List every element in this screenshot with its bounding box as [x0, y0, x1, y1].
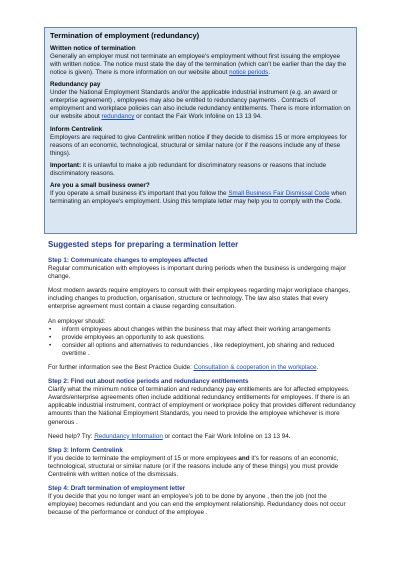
written-notice-text: Generally an employer must not terminate an employee's employment without first issuing the employee with written notice. The notice must state the day of the termination (which can't be earlier than the day the notice is given). There is more information on our website about notice periods. [50, 52, 347, 76]
step2-heading: Step 2: Find out about notice periods and redundancy entitlements [48, 378, 249, 386]
written-notice-section [50, 45, 351, 77]
important-text: it is unlawful to make a job redundant for discriminatory reasons or reasons that include discriminatory reasons. [50, 161, 327, 177]
info-box [44, 27, 357, 234]
redundancy-pay-text: Under the National Employment Standards and/or the applicable industrial instrument (e.g. an award or enterprise agreement) , employees may also be entitled to redundancy payments . Contracts of employment and workplace policies can also include redundancy entitlements. There is more information on our website about redundancy or contact the Fair Work Infoline on 13 13 94. [50, 89, 351, 121]
step1-heading: Step 1: Communicate changes to employees affected [48, 257, 208, 265]
step3-section [48, 447, 356, 479]
step4-paragraph: If you decide that you no longer want an employee's job to be done by anyone , then the job (not the employee) becomes redundant and you can end the employment relationship. Redundancy does not occur because of the performance or conduct of the employee . [48, 492, 346, 516]
important-label: Important: [50, 161, 82, 169]
centrelink-heading: Inform Centrelink [50, 125, 103, 133]
redundancy-information-link[interactable]: Redundancy Information [94, 432, 163, 440]
list-item: • consider all options and alternatives to redundancies , like redeployment, job sharing and reduced overtime . [48, 342, 356, 358]
step4-section [48, 485, 356, 517]
step2-help: Need help? Try: Redundancy Information or contact the Fair Work Infoline on 13 13 94. [48, 432, 291, 440]
main-title: Suggested steps for preparing a termination letter [48, 240, 239, 249]
centrelink-text: Employers are required to give Centrelink written notice if they decide to dismiss 15 or more employees for reasons of an economic, technological, structural or similar nature (or if the reasons include any of these things). [50, 133, 347, 157]
step3-heading: Step 3: Inform Centrelink [48, 446, 123, 454]
small-business-section [50, 182, 351, 206]
written-notice-heading: Written notice of termination [50, 44, 136, 52]
step1-bullet-list [48, 326, 356, 358]
notice-periods-link[interactable]: notice periods [229, 68, 269, 76]
step4-heading: Step 4: Draft termination of employment letter [48, 484, 186, 492]
step1-paragraph-2: Most modern awards require employers to consult with their employees regarding major workplace changes, including changes to production, organisation, structure or technology. The law also states that every enterprise agreement must contain a clause regarding consultation. [48, 287, 351, 311]
small-business-code-link[interactable]: Small Business Fair Dismissal Code [228, 190, 330, 198]
small-business-heading: Are you a small business owner? [50, 182, 150, 190]
list-item: • inform employees about changes within the business that may affect their working arrangements [48, 326, 356, 334]
step2-section [48, 378, 356, 440]
small-business-text: If you operate a small business it's important that you follow the Small Business Fair Dismissal Code when terminating an employee's employment. Using this template letter may help you to comply with the Code. [50, 190, 347, 206]
important-section [50, 162, 351, 178]
step1-section [48, 257, 356, 372]
redundancy-link[interactable]: redundancy [101, 113, 135, 121]
redundancy-pay-section [50, 81, 351, 121]
step3-paragraph: If you decide to terminate the employment of 15 or more employees and it's for reasons of an economic, technological, structural or similar nature (or if the reasons include any of these things) you must provide Centrelink with written notice of the dismissals. [48, 454, 339, 478]
list-item: • provide employees an opportunity to ask questions [48, 334, 356, 342]
redundancy-pay-heading: Redundancy pay [50, 81, 101, 89]
step1-list-intro: An employer should: [48, 317, 106, 325]
step2-paragraph: Clarify what the minimum notice of termination and redundancy pay entitlements are for affected employees. Awards/enterprise agreements often include additional redundancy entitlements for employees. If there is an applicable industrial instrument, contract of employment or workplace policy that provides different redundancy amounts than the National Employment Standards, you need to provide the employee whichever is more generous . [48, 386, 356, 426]
step1-paragraph-1: Regular communication with employees is important during periods when the business is undergoing major change. [48, 265, 347, 281]
step1-further-info: For further information see the Best Practice Guide: Consultation & cooperation in the workplace. [48, 364, 319, 372]
main-content [48, 240, 356, 523]
consultation-guide-link[interactable]: Consultation & cooperation in the workplace [193, 364, 317, 372]
centrelink-section [50, 126, 351, 158]
info-box-title: Termination of employment (redundancy) [50, 31, 200, 40]
